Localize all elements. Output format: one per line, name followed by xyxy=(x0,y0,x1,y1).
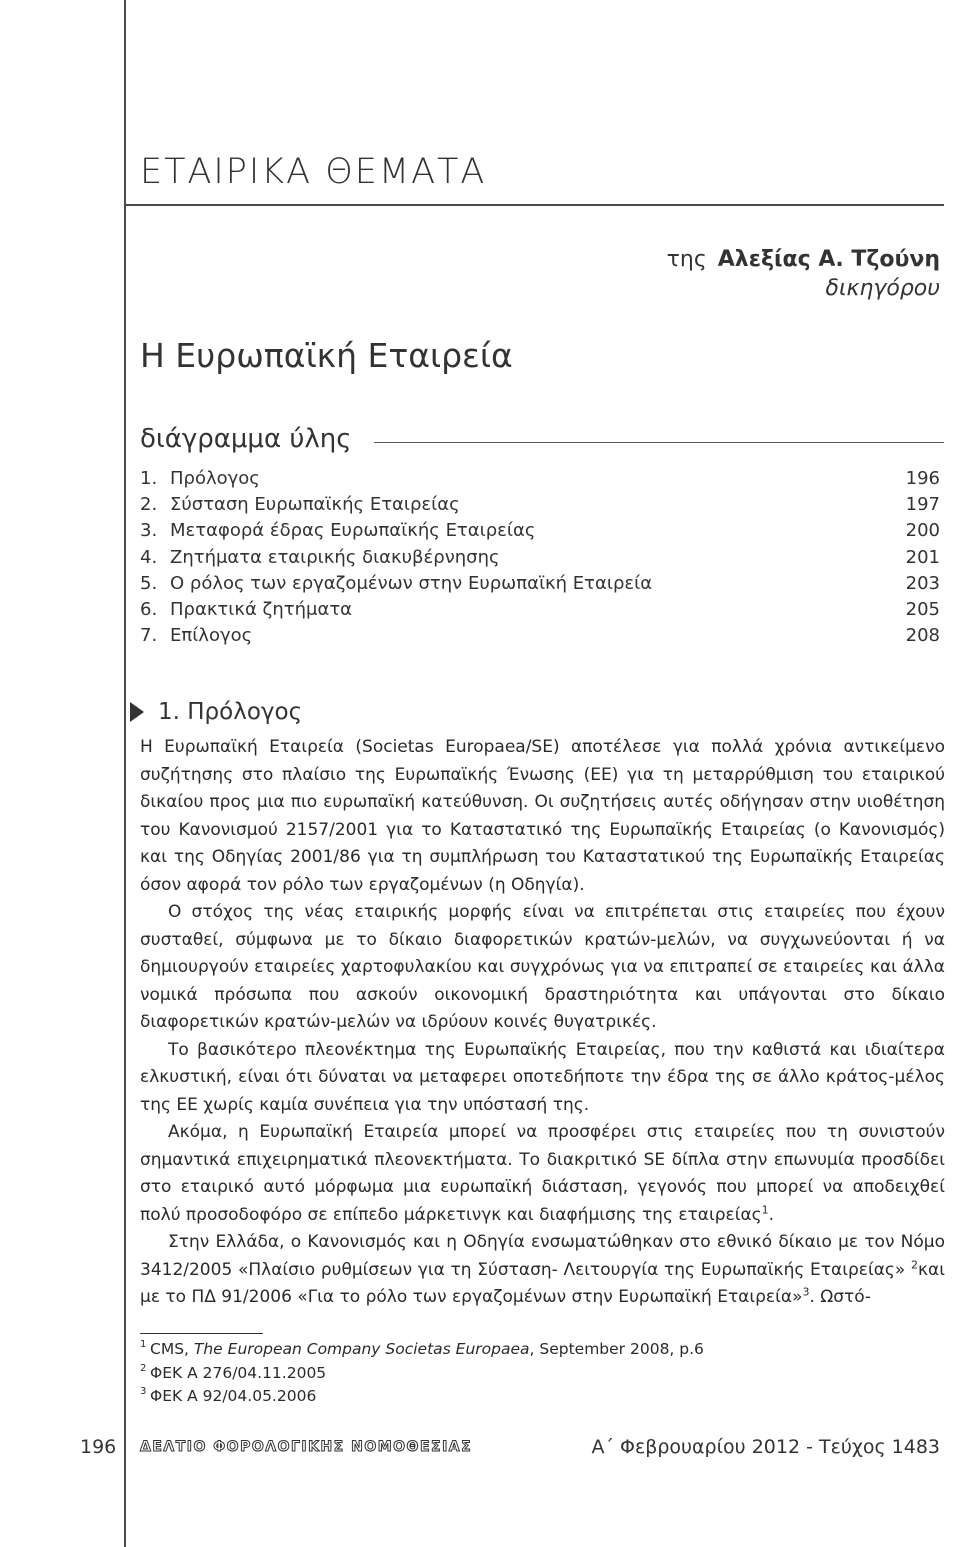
toc-rule xyxy=(374,442,944,443)
footnote-text: ΦΕΚ Α 276/04.11.2005 xyxy=(150,1363,327,1382)
footnote-number: 1 xyxy=(140,1339,147,1350)
header-rule xyxy=(124,204,944,206)
table-of-contents xyxy=(140,468,940,651)
paragraph-text: και με το ΠΔ 91/2006 «Για το ρόλο των εργαζομένων στην Ευρωπαϊκή Εταιρεία» xyxy=(140,1259,945,1307)
toc-item-label: Ζητήματα εταιρικής διακυβέρνησης xyxy=(170,546,500,568)
paragraph-text: Στην Ελλάδα, ο Κανονισμός και η Οδηγία ενσωματώθηκαν στο εθνικό δίκαιο με τον Νόμο 3412/2005 «Πλαίσιο ρυθμίσεων για τη Σύσταση- Λειτουργία της Ευρωπαϊκής Εταιρείας» xyxy=(140,1232,945,1280)
section-heading xyxy=(130,699,302,725)
issue-info: Α΄ Φεβρουαρίου 2012 - Τεύχος 1483 xyxy=(591,1436,940,1458)
toc-item[interactable] xyxy=(140,547,940,573)
author-name: Αλεξίας Α. Τζούνη xyxy=(717,247,940,272)
footnote-text: CMS, xyxy=(150,1340,194,1358)
author-line xyxy=(667,247,940,272)
footnote xyxy=(140,1385,940,1409)
toc-item-label: Μεταφορά έδρας Ευρωπαϊκής Εταιρείας xyxy=(170,520,536,542)
journal-name: ΔΕΛΤΙΟ ΦΟΡΟΛΟΓΙΚΗΣ ΝΟΜΟΘΕΣΙΑΣ xyxy=(140,1439,473,1455)
toc-item-label: Πρόλογος xyxy=(170,468,260,489)
footnote-ref[interactable]: 1 xyxy=(761,1202,769,1216)
toc-item-page: 200 xyxy=(905,520,940,542)
footnote-text: ΦΕΚ Α 92/04.05.2006 xyxy=(150,1387,317,1405)
paragraph-text: Ακόμα, η Ευρωπαϊκή Εταιρεία μπορεί να προσφέρει στις εταιρείες που τη συνιστούν σημαντικά επιχειρηματικά πλεονεκτήματα. Το διακριτικό SE δίπλα στην επωνυμία προσδίδει στο εταιρικό αυτό μόρφωμα μια ευρωπαϊκή διάσταση, γεγονός που μπορεί να αποδειχθεί πολύ προσοδοφόρο σε επίπεδο μάρκετινγκ και διαφήμισης της εταιρείας xyxy=(140,1122,945,1225)
toc-item-number: 6. xyxy=(140,598,158,620)
toc-heading: διάγραμμα ύλης xyxy=(140,424,352,454)
footnote-number: 3 xyxy=(140,1386,147,1397)
footnote-number: 2 xyxy=(140,1362,147,1374)
footnote-rule xyxy=(140,1333,263,1334)
section-title: ΕΤΑΙΡΙΚΑ ΘΕΜΑΤΑ xyxy=(140,152,487,192)
toc-item-label: Πρακτικά ζητήματα xyxy=(170,598,353,620)
toc-item-number: 3. xyxy=(140,520,158,542)
toc-item[interactable] xyxy=(140,468,940,494)
footnotes xyxy=(140,1338,940,1409)
toc-item[interactable] xyxy=(140,494,940,520)
toc-item-number: 4. xyxy=(140,546,158,568)
toc-item-number: 7. xyxy=(140,625,158,647)
toc-item-page: 197 xyxy=(905,494,940,516)
toc-item-page: 208 xyxy=(905,625,940,647)
footnote xyxy=(140,1338,940,1362)
triangle-bullet-icon xyxy=(130,702,144,722)
footnote-ref[interactable]: 3 xyxy=(802,1285,810,1299)
toc-item[interactable] xyxy=(140,573,940,599)
toc-item[interactable] xyxy=(140,520,940,546)
article-title: Η Ευρωπαϊκή Εταιρεία xyxy=(140,336,513,375)
toc-item-number: 2. xyxy=(140,494,158,516)
toc-item-label: Ο ρόλος των εργαζομένων στην Ευρωπαϊκή Εταιρεία xyxy=(170,572,653,594)
footnote-title: The European Company Societas Europaea xyxy=(193,1340,530,1358)
footnote-text: , September 2008, p.6 xyxy=(529,1340,704,1358)
footnote-ref[interactable]: 2 xyxy=(911,1257,919,1271)
author-role: δικηγόρου xyxy=(825,276,940,301)
author-prefix: της xyxy=(666,247,707,272)
toc-item[interactable] xyxy=(140,625,940,651)
toc-item-number: 1. xyxy=(140,468,158,489)
footnote xyxy=(140,1362,940,1386)
toc-item-page: 201 xyxy=(905,546,940,568)
paragraph-text: . Ωστό- xyxy=(809,1287,871,1307)
toc-item-label: Επίλογος xyxy=(170,625,253,647)
paragraph: Η Ευρωπαϊκή Εταιρεία (Societas Europaea/SE) αποτέλεσε για πολλά χρόνια αντικείμενο συζήτησης στο πλαίσιο της Ευρωπαϊκής Ένωσης (ΕΕ) για τη μεταρρύθμιση του εταιρικού δικαίου προς μια πιο ευρωπαϊκή κατεύθυνση. Οι συζητήσεις αυτές οδήγησαν στην υιοθέτηση του Κανονισμού 2157/2001 για το Καταστατικό της Ευρωπαϊκής Εταιρείας (ο Κανονισμός) και της Οδηγίας 2001/86 για τη συμπλήρωση του Καταστατικού της Ευρωπαϊκής Εταιρείας όσον αφορά τον ρόλο των εργαζομένων (η Οδηγία). xyxy=(140,737,945,895)
toc-item-page: 205 xyxy=(905,598,940,620)
paragraph: Το βασικότερο πλεονέκτημα της Ευρωπαϊκής Εταιρείας, που την καθιστά και ιδιαίτερα ελκυστική, είναι ότι δύναται να μεταφερει οποτεδήποτε την έδρα της σε άλλο κράτος-μέλος της ΕΕ χωρίς καμία συνέπεια για την υπόστασή της. xyxy=(140,1039,945,1115)
toc-item-page: 203 xyxy=(905,572,940,594)
article-body xyxy=(140,734,945,1312)
paragraph xyxy=(140,1119,945,1229)
page-number: 196 xyxy=(80,1436,117,1458)
paragraph: Ο στόχος της νέας εταιρικής μορφής είναι να επιτρέπεται στις εταιρείες που έχουν συσταθεί, σύμφωνα με το δίκαιο διαφορετικών κρατών-μελών, να συγχωνεύονται ή να δημιουργούν εταιρείες χαρτοφυλακίου και συγχρόνως για να επιτραπεί σε εταιρείες και άλλα νομικά πρόσωπα που ασκούν οικονομική δραστηριότητα και υπάγονται στο δίκαιο διαφορετικών κρατών-μελών να ιδρύουν κοινές θυγατρικές. xyxy=(140,902,945,1032)
paragraph xyxy=(140,1229,945,1312)
toc-item-number: 5. xyxy=(140,572,158,594)
toc-item[interactable] xyxy=(140,599,940,625)
toc-item-page: 196 xyxy=(905,468,940,489)
toc-heading-row xyxy=(140,424,944,460)
toc-item-label: Σύσταση Ευρωπαϊκής Εταιρείας xyxy=(170,494,460,516)
section-heading-text: 1. Πρόλογος xyxy=(158,699,303,725)
left-margin-rule xyxy=(124,0,126,1547)
paragraph-text: . xyxy=(768,1204,775,1225)
